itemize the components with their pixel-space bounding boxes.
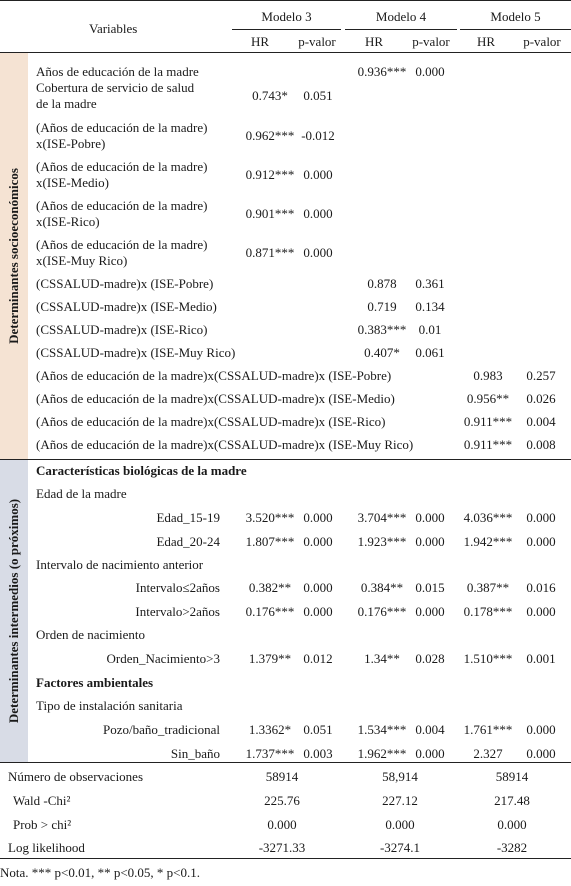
pvalue-value-m3: 0.000 <box>303 167 333 182</box>
row-label: (Años de educación de la madre) <box>36 159 208 174</box>
model-4-header: Modelo 4 <box>375 9 427 24</box>
pvalue-value-m5: 0.257 <box>526 368 556 383</box>
row-label: Edad de la madre <box>36 486 127 501</box>
socioeconomic-group-label: Determinantes socioeconómicos <box>6 168 21 344</box>
row-label: x(ISE-Rico) <box>36 214 100 229</box>
hr-value-m4: 0.176*** <box>357 604 407 619</box>
pvalue-value-m3: -0.012 <box>301 128 335 143</box>
stat-label: Log likelihood <box>8 840 85 855</box>
hr-value-m5: 1.942*** <box>463 534 513 549</box>
hr-value-m3: 0.962*** <box>245 128 295 143</box>
hr-value-m4: 0.936*** <box>357 64 407 79</box>
hr-value-m4: 1.534*** <box>357 722 407 737</box>
row-label: x(ISE-Medio) <box>36 175 109 190</box>
row-label: Orden_Nacimiento>3 <box>106 651 220 666</box>
stat-value-m3: -3271.33 <box>258 840 306 855</box>
stat-value-m4: 58,914 <box>382 769 418 784</box>
pvalue-value-m5: 0.000 <box>526 746 556 761</box>
hr-value-m3: 1.807*** <box>245 534 295 549</box>
row-label: x(ISE-Pobre) <box>36 136 106 151</box>
pvalue-value-m4: 0.061 <box>415 345 445 360</box>
pvalue-value-m3: 0.012 <box>303 651 333 666</box>
row-label: (CSSALUD-madre)x (ISE-Medio) <box>36 299 217 314</box>
pvalue-value-m5: 0.004 <box>526 414 556 429</box>
row-label: (CSSALUD-madre)x (ISE-Rico) <box>36 322 208 337</box>
hr-value-m4: 3.704*** <box>357 510 407 525</box>
pvalue-value-m4: 0.028 <box>415 651 445 666</box>
hr-value-m4: 0.719 <box>367 299 397 314</box>
row-label: Edad_15-19 <box>156 510 220 525</box>
model-3-underline <box>232 29 341 30</box>
stat-label: Número de observaciones <box>8 769 144 784</box>
pvalue-value-m3: 0.003 <box>303 746 333 761</box>
stat-value-m5: 217.48 <box>494 793 530 808</box>
hr-value-m3: 3.520*** <box>245 510 295 525</box>
hr-value-m4: 1.923*** <box>357 534 407 549</box>
pvalue-value-m4: 0.004 <box>415 722 445 737</box>
stats-rule <box>0 762 571 763</box>
pvalue-value-m5: 0.001 <box>526 651 556 666</box>
hr-value-m5: 2.327 <box>473 746 503 761</box>
hr-value-m5: 1.510*** <box>463 651 513 666</box>
row-label: (Años de educación de la madre)x(CSSALUD-madre)x (ISE-Rico) <box>36 414 386 429</box>
hr-value-m3: 0.901*** <box>245 206 295 221</box>
row-label: Cobertura de servicio de salud <box>36 80 195 95</box>
pvalue-value-m4: 0.361 <box>415 276 445 291</box>
stat-value-m5: 0.000 <box>497 817 527 832</box>
hr-value-m4: 0.878 <box>367 276 397 291</box>
hr-value-m5: 0.983 <box>473 368 503 383</box>
row-label: (CSSALUD-madre)x (ISE-Muy Rico) <box>36 345 236 360</box>
row-label: (Años de educación de la madre) <box>36 120 208 135</box>
pvalue-value-m3: 0.000 <box>303 510 333 525</box>
pvalue-value-m5: 0.000 <box>526 510 556 525</box>
row-label: Factores ambientales <box>36 675 154 690</box>
pvalue-value-m5: 0.008 <box>526 437 556 452</box>
model-4-underline <box>345 29 457 30</box>
hr-value-m4: 1.34** <box>364 651 400 666</box>
stat-value-m3: 58914 <box>265 769 299 784</box>
hr-value-m4: 0.407* <box>364 345 400 360</box>
row-label: Años de educación de la madre <box>36 64 199 79</box>
row-label: (Años de educación de la madre) <box>36 237 208 252</box>
pvalue-value-m4: 0.134 <box>415 299 445 314</box>
pvalue-value-m4: 0.000 <box>415 510 445 525</box>
hr-header-m5: HR <box>476 34 496 49</box>
model-5-underline <box>460 29 571 30</box>
pvalue-value-m4: 0.000 <box>415 64 445 79</box>
row-label: Intervalo≤2años <box>135 580 220 595</box>
row-label: Orden de nacimiento <box>36 627 146 642</box>
pvalue-value-m3: 0.051 <box>303 88 333 103</box>
pvalue-value-m4: 0.000 <box>415 534 445 549</box>
hr-value-m4: 0.383*** <box>357 322 407 337</box>
hr-value-m3: 0.871*** <box>245 245 295 260</box>
stat-label: Prob > chi² <box>13 817 72 832</box>
row-label: (CSSALUD-madre)x (ISE-Pobre) <box>36 276 214 291</box>
row-label: (Años de educación de la madre)x(CSSALUD-madre)x (ISE-Pobre) <box>36 368 392 383</box>
hr-header-m3: HR <box>250 34 270 49</box>
stat-label: Wald -Chi² <box>13 793 71 808</box>
row-label: Características biológicas de la madre <box>36 463 247 478</box>
row-label: Intervalo>2años <box>135 604 220 619</box>
hr-value-m5: 0.387** <box>466 580 510 595</box>
stat-value-m4: -3274.1 <box>379 840 421 855</box>
hr-value-m3: 1.3362* <box>248 722 292 737</box>
row-label: (Años de educación de la madre)x(CSSALUD-madre)x (ISE-Medio) <box>36 391 395 406</box>
hr-value-m3: 1.737*** <box>245 746 295 761</box>
model-3-header: Modelo 3 <box>261 9 312 24</box>
pvalue-value-m5: 0.016 <box>526 580 556 595</box>
header-rule <box>0 52 571 53</box>
hr-value-m3: 0.176*** <box>245 604 295 619</box>
row-label: de la madre <box>36 96 97 111</box>
row-label: Pozo/baño_tradicional <box>103 722 220 737</box>
row-label: x(ISE-Muy Rico) <box>36 253 128 268</box>
hr-value-m5: 0.956** <box>466 391 510 406</box>
pvalue-value-m5: 0.000 <box>526 722 556 737</box>
pvalue-header-m4: p-valor <box>412 34 450 49</box>
bottom-rule <box>0 858 571 859</box>
pvalue-value-m5: 0.000 <box>526 604 556 619</box>
stat-value-m3: 0.000 <box>267 817 297 832</box>
pvalue-value-m4: 0.000 <box>415 604 445 619</box>
hr-value-m4: 0.384** <box>360 580 404 595</box>
pvalue-value-m5: 0.000 <box>526 534 556 549</box>
top-rule <box>0 0 571 1</box>
pvalue-value-m3: 0.000 <box>303 604 333 619</box>
group-separator-rule <box>0 459 571 460</box>
pvalue-value-m4: 0.015 <box>415 580 445 595</box>
row-label: Tipo de instalación sanitaria <box>36 698 183 713</box>
hr-value-m5: 4.036*** <box>463 510 513 525</box>
row-label: Sin_baño <box>170 746 220 761</box>
significance-note: Nota. *** p<0.01, ** p<0.05, * p<0.1. <box>0 865 201 880</box>
pvalue-value-m3: 0.000 <box>303 534 333 549</box>
model-5-header: Modelo 5 <box>490 9 541 24</box>
hr-value-m3: 1.379** <box>248 651 292 666</box>
pvalue-header-m5: p-valor <box>523 34 561 49</box>
stat-value-m5: -3282 <box>496 840 528 855</box>
pvalue-value-m4: 0.01 <box>418 322 442 337</box>
row-label: Intervalo de nacimiento anterior <box>36 557 204 572</box>
pvalue-value-m3: 0.000 <box>303 580 333 595</box>
hr-value-m5: 0.178*** <box>463 604 513 619</box>
pvalue-value-m3: 0.000 <box>303 245 333 260</box>
pvalue-value-m3: 0.051 <box>303 722 333 737</box>
stat-value-m5: 58914 <box>495 769 529 784</box>
stat-value-m4: 227.12 <box>382 793 418 808</box>
stat-value-m3: 225.76 <box>264 793 300 808</box>
hr-header-m4: HR <box>364 34 384 49</box>
pvalue-value-m4: 0.000 <box>415 746 445 761</box>
intermediate-group-label: Determinantes intermedios (o próximos) <box>6 498 21 724</box>
row-label: (Años de educación de la madre) <box>36 198 208 213</box>
variables-header: Variables <box>89 21 138 36</box>
pvalue-header-m3: p-valor <box>298 34 336 49</box>
row-label: Edad_20-24 <box>156 534 220 549</box>
stat-value-m4: 0.000 <box>385 817 415 832</box>
hr-value-m5: 0.911*** <box>463 414 513 429</box>
hr-value-m3: 0.743* <box>252 88 288 103</box>
pvalue-value-m5: 0.026 <box>526 391 556 406</box>
hr-value-m3: 0.912*** <box>245 167 295 182</box>
hr-value-m4: 1.962*** <box>357 746 407 761</box>
hr-value-m3: 0.382** <box>248 580 292 595</box>
hr-value-m5: 1.761*** <box>463 722 513 737</box>
row-label: (Años de educación de la madre)x(CSSALUD-madre)x (ISE-Muy Rico) <box>36 437 414 452</box>
pvalue-value-m3: 0.000 <box>303 206 333 221</box>
hr-value-m5: 0.911*** <box>463 437 513 452</box>
